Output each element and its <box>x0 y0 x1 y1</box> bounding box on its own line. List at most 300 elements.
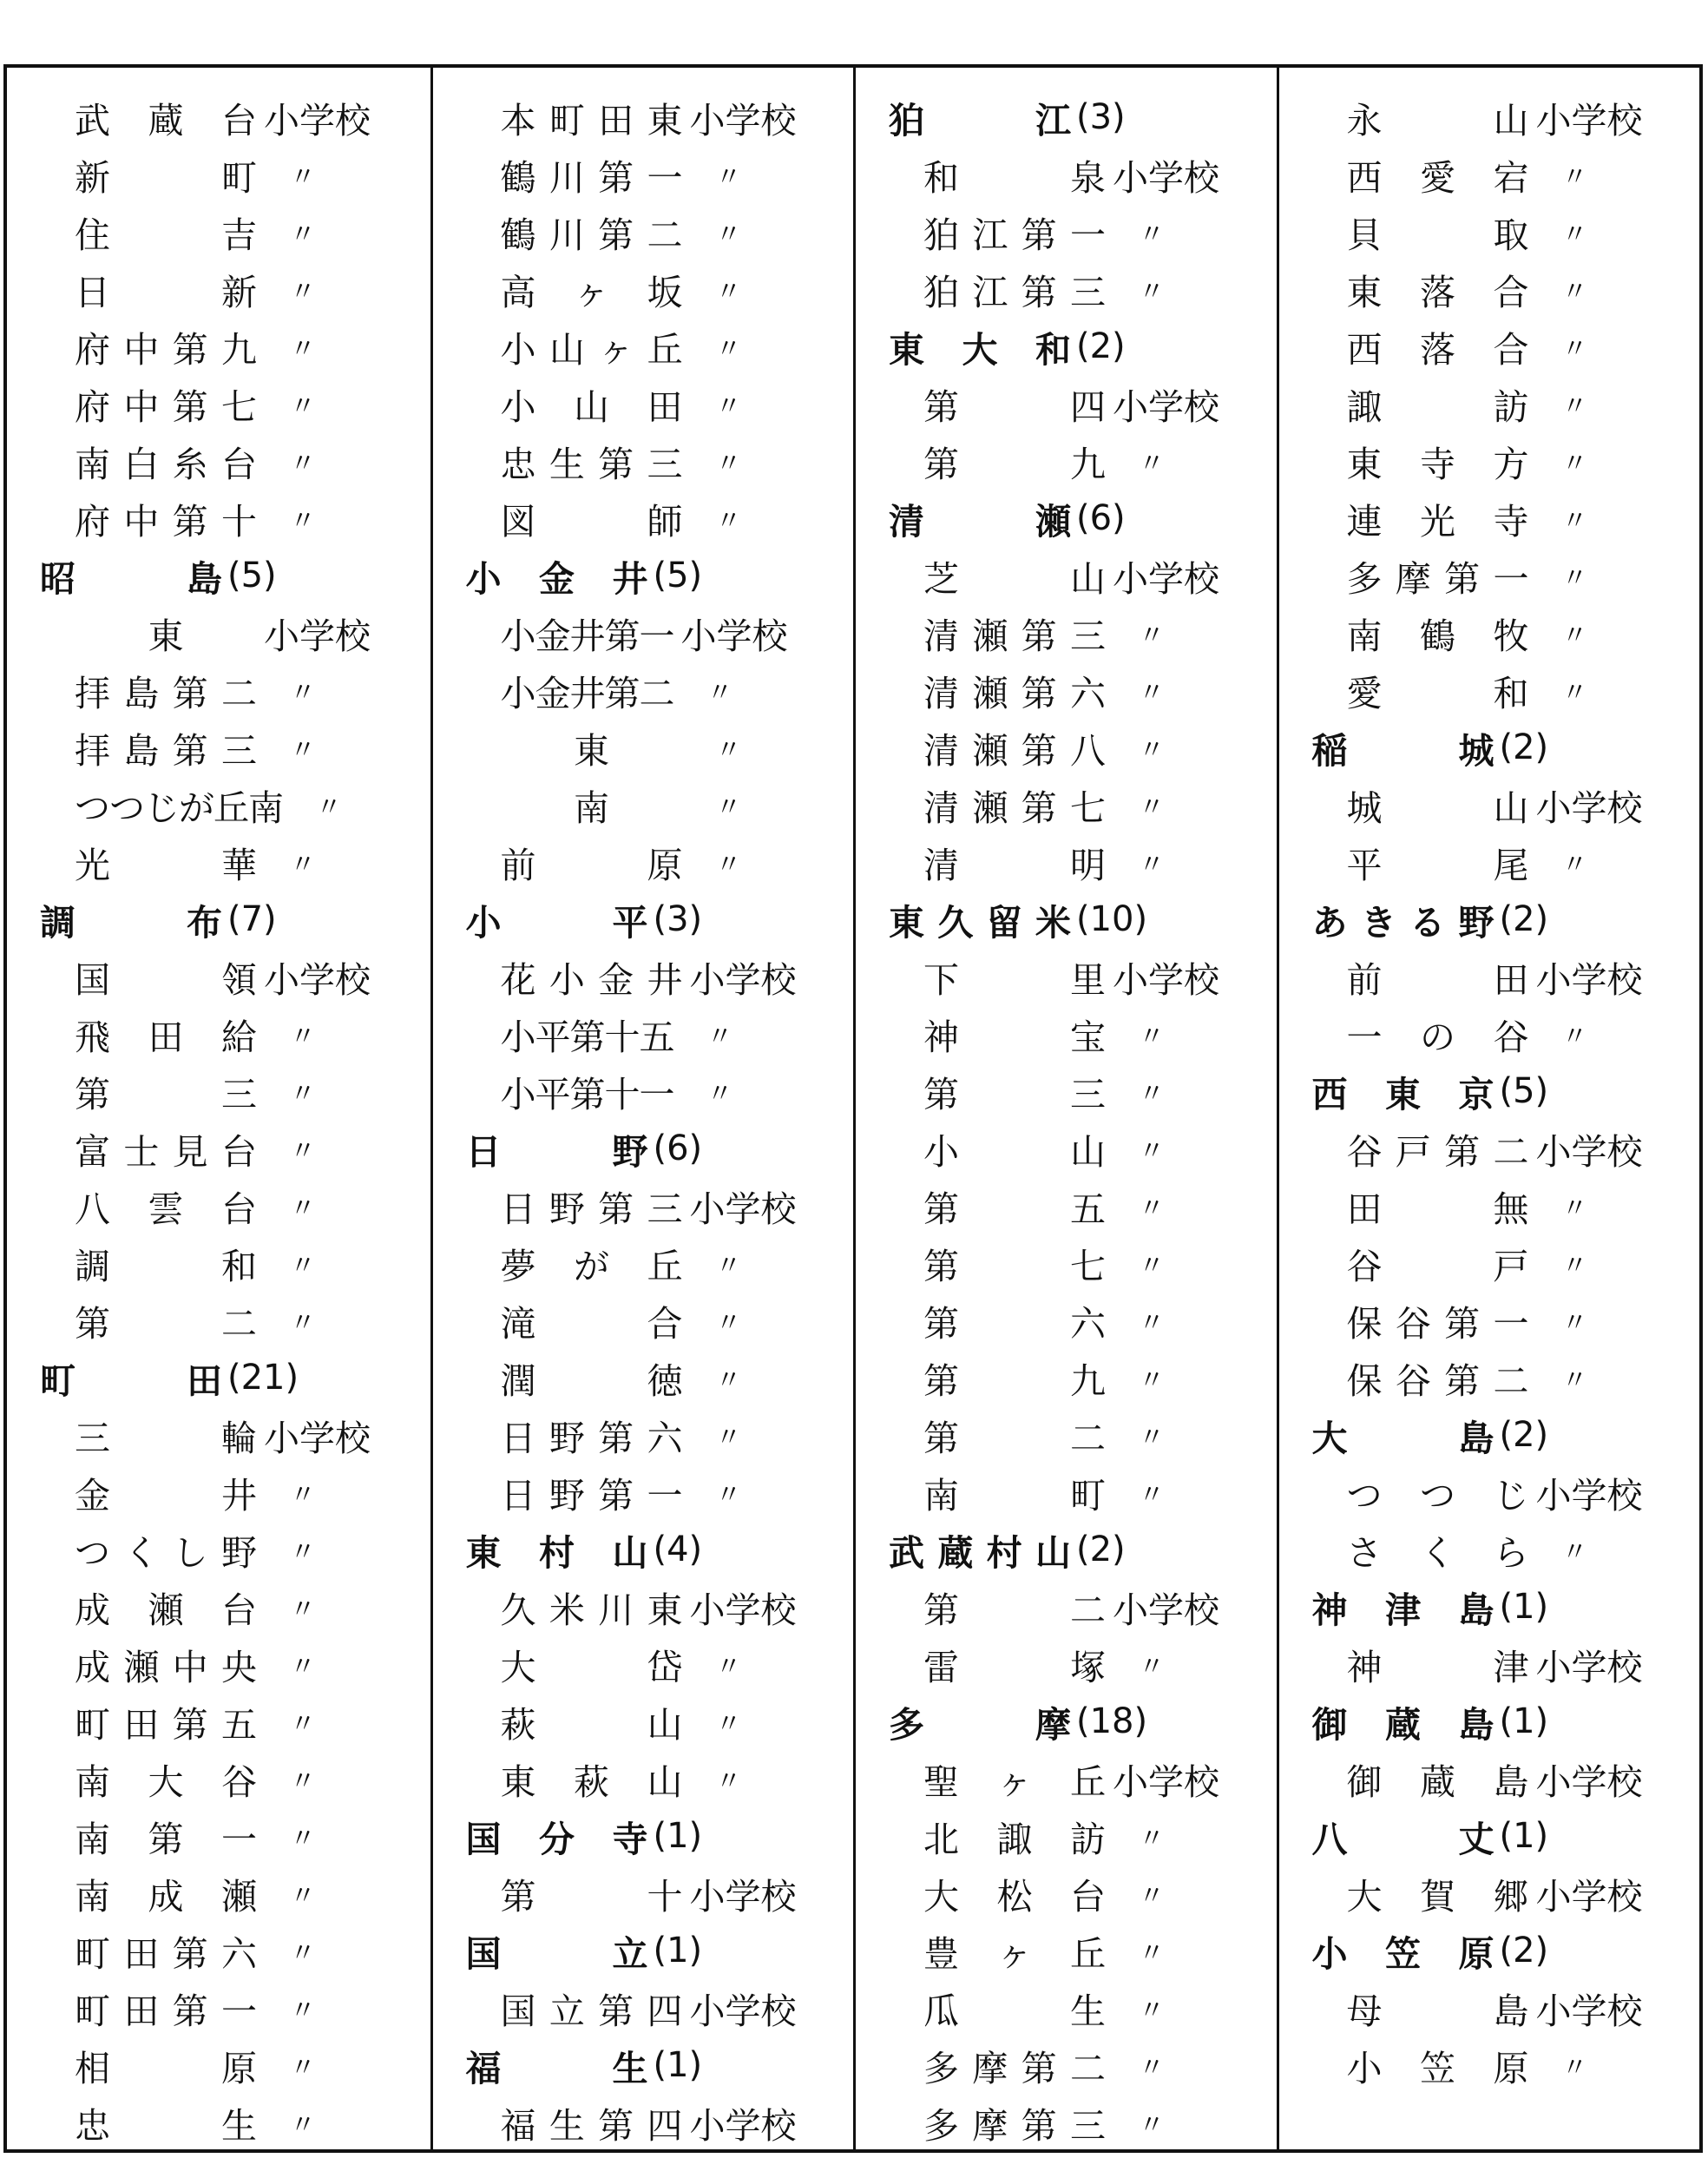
school-name: 南 鶴 牧 <box>1346 615 1529 657</box>
school-row <box>856 1865 1277 1922</box>
school-row <box>1279 89 1700 146</box>
school-suffix: 小学校 <box>689 1589 797 1631</box>
school-name: 国 立 第 四 <box>500 1990 683 2032</box>
school-row <box>433 1750 854 1807</box>
school-name: 住 吉 <box>75 214 257 256</box>
ditto-mark: 〃 <box>1139 1365 1165 1396</box>
ditto-mark: 〃 <box>715 334 742 365</box>
school-row <box>433 260 854 318</box>
school-row <box>856 1349 1277 1406</box>
ditto-mark: 〃 <box>290 1079 316 1109</box>
school-name: 夢 が 丘 <box>500 1245 683 1287</box>
municipality-name: 調 布 <box>40 901 222 944</box>
ditto-mark: 〃 <box>715 793 742 823</box>
ditto-mark: 〃 <box>715 1767 742 1797</box>
school-name: 保 谷 第 二 <box>1346 1359 1529 1402</box>
school-suffix: 小学校 <box>689 1188 797 1230</box>
municipality-header <box>1279 1406 1700 1464</box>
ditto-mark: 〃 <box>1139 449 1165 479</box>
school-name: 小平第十五 <box>500 1016 674 1058</box>
municipality-header <box>433 1922 854 1979</box>
school-row <box>856 604 1277 661</box>
school-name: 小金井第二 <box>500 672 674 714</box>
municipality-name: 昭 島 <box>40 557 222 600</box>
ditto-mark: 〃 <box>715 850 742 880</box>
school-name: 第 二 <box>75 1302 257 1345</box>
ditto-mark: 〃 <box>1561 1537 1588 1568</box>
school-row <box>1279 203 1700 260</box>
school-name: 一 の 谷 <box>1346 1016 1529 1058</box>
school-name: 芝 山 <box>923 557 1106 600</box>
ditto-mark: 〃 <box>290 1251 316 1281</box>
school-count: (2) <box>1499 1415 1549 1455</box>
school-name: 第 九 <box>923 443 1106 485</box>
school-row <box>433 719 854 776</box>
school-row <box>7 1005 430 1063</box>
school-row <box>1279 1120 1700 1177</box>
school-row <box>1279 375 1700 432</box>
ditto-mark: 〃 <box>1139 1251 1165 1281</box>
school-name: 谷 戸 第 二 <box>1346 1130 1529 1173</box>
school-row <box>1279 1349 1700 1406</box>
school-row <box>1279 490 1700 547</box>
ditto-mark: 〃 <box>316 793 342 823</box>
ditto-mark: 〃 <box>1139 678 1165 708</box>
ditto-mark: 〃 <box>1139 220 1165 250</box>
school-row <box>7 2094 430 2151</box>
ditto-mark: 〃 <box>1139 1423 1165 1453</box>
school-name: 福 生 第 四 <box>500 2104 683 2147</box>
school-suffix: 小学校 <box>1535 1130 1643 1173</box>
school-name: 保 谷 第 一 <box>1346 1302 1529 1345</box>
school-name: 南 町 <box>923 1474 1106 1517</box>
municipality-name: 小 平 <box>465 901 648 944</box>
school-name: 清 瀬 第 八 <box>923 729 1106 772</box>
school-count: (10) <box>1076 899 1148 939</box>
school-name: 東 寺 方 <box>1346 443 1529 485</box>
school-row <box>7 1750 430 1807</box>
school-name: 多 摩 第 一 <box>1346 557 1529 600</box>
school-row <box>7 1865 430 1922</box>
school-row <box>856 146 1277 203</box>
school-suffix: 小学校 <box>1535 958 1643 1001</box>
municipality-header <box>856 490 1277 547</box>
school-count: (5) <box>227 556 277 595</box>
school-name: 東 <box>574 729 609 772</box>
municipality-name: あ き る 野 <box>1311 901 1494 944</box>
school-row <box>7 719 430 776</box>
school-row <box>433 203 854 260</box>
ditto-mark: 〃 <box>1139 277 1165 307</box>
school-suffix: 小学校 <box>1535 1760 1643 1803</box>
school-count: (5) <box>653 556 703 595</box>
school-row <box>856 432 1277 490</box>
ditto-mark: 〃 <box>1139 621 1165 651</box>
school-row <box>433 89 854 146</box>
ditto-mark: 〃 <box>715 220 742 250</box>
ditto-mark: 〃 <box>290 1938 316 1969</box>
ditto-mark: 〃 <box>290 1136 316 1167</box>
municipality-header <box>856 891 1277 948</box>
school-name: 清 瀬 第 七 <box>923 786 1106 829</box>
school-name: 御 蔵 島 <box>1346 1760 1529 1803</box>
ditto-mark: 〃 <box>290 334 316 365</box>
ditto-mark: 〃 <box>1561 334 1588 365</box>
municipality-header <box>433 1807 854 1865</box>
municipality-header <box>1279 1922 1700 1979</box>
school-suffix: 小学校 <box>1113 557 1219 600</box>
school-name: 雷 塚 <box>923 1646 1106 1688</box>
school-name: 花 小 金 井 <box>500 958 683 1001</box>
municipality-name: 狛 江 <box>889 99 1071 141</box>
school-name: 前 原 <box>500 844 683 886</box>
school-row <box>856 1234 1277 1292</box>
ditto-mark: 〃 <box>715 1251 742 1281</box>
school-name: 永 山 <box>1346 99 1529 141</box>
ditto-mark: 〃 <box>1561 1022 1588 1052</box>
municipality-header <box>856 1693 1277 1750</box>
school-row <box>7 1521 430 1578</box>
school-row <box>1279 833 1700 891</box>
school-row <box>7 1063 430 1120</box>
ditto-mark: 〃 <box>715 449 742 479</box>
school-name: 西 愛 宕 <box>1346 156 1529 199</box>
school-name: 町 田 第 六 <box>75 1932 257 1975</box>
school-row <box>1279 146 1700 203</box>
school-name: 三 輪 <box>75 1417 257 1459</box>
school-suffix: 小学校 <box>689 99 797 141</box>
school-name: 八 雲 台 <box>75 1188 257 1230</box>
school-name: 武 蔵 台 <box>75 99 257 141</box>
school-row <box>433 432 854 490</box>
school-row <box>856 260 1277 318</box>
school-row <box>1279 948 1700 1005</box>
school-name: 瓜 生 <box>923 1990 1106 2032</box>
school-name: 富 士 見 台 <box>75 1130 257 1173</box>
school-count: (6) <box>1076 498 1126 538</box>
municipality-header <box>433 1120 854 1177</box>
ditto-mark: 〃 <box>290 1767 316 1797</box>
school-name: 大 岱 <box>500 1646 683 1688</box>
school-row <box>433 1063 854 1120</box>
ditto-mark: 〃 <box>706 1022 733 1052</box>
ditto-mark: 〃 <box>1561 506 1588 536</box>
school-row <box>1279 547 1700 604</box>
school-row <box>433 1635 854 1693</box>
school-row <box>7 1464 430 1521</box>
school-name: 城 山 <box>1346 786 1529 829</box>
school-name: 府 中 第 九 <box>75 328 257 371</box>
school-name: 清 明 <box>923 844 1106 886</box>
school-name: 東 <box>148 615 184 657</box>
municipality-name: 東 大 和 <box>889 328 1071 371</box>
school-name: 南 大 谷 <box>75 1760 257 1803</box>
school-row <box>7 146 430 203</box>
school-row <box>433 375 854 432</box>
school-suffix: 小学校 <box>1113 156 1219 199</box>
school-count: (7) <box>227 899 277 939</box>
school-row <box>433 1177 854 1234</box>
school-name: 鶴 川 第 一 <box>500 156 683 199</box>
municipality-name: 御 蔵 島 <box>1311 1703 1494 1746</box>
school-name: 豊 ヶ 丘 <box>923 1932 1106 1975</box>
school-name: さ く ら <box>1346 1531 1529 1574</box>
ditto-mark: 〃 <box>290 1308 316 1339</box>
school-count: (1) <box>1499 1816 1549 1856</box>
municipality-name: 町 田 <box>40 1359 222 1402</box>
school-row <box>1279 432 1700 490</box>
ditto-mark: 〃 <box>715 1652 742 1682</box>
school-name: 国 領 <box>75 958 257 1001</box>
ditto-mark: 〃 <box>715 735 742 766</box>
school-count: (2) <box>1499 1931 1549 1970</box>
school-row <box>7 833 430 891</box>
school-name: 成 瀬 台 <box>75 1589 257 1631</box>
school-name: 清 瀬 第 六 <box>923 672 1106 714</box>
ditto-mark: 〃 <box>1139 1996 1165 2026</box>
school-name: 第 九 <box>923 1359 1106 1402</box>
school-row <box>856 1120 1277 1177</box>
school-name: 和 泉 <box>923 156 1106 199</box>
school-name: 連 光 寺 <box>1346 500 1529 543</box>
school-row <box>1279 318 1700 375</box>
school-name: 谷 戸 <box>1346 1245 1529 1287</box>
school-row <box>1279 1005 1700 1063</box>
school-name: 町 田 第 一 <box>75 1990 257 2032</box>
school-row <box>433 1005 854 1063</box>
school-row <box>7 432 430 490</box>
school-row <box>1279 260 1700 318</box>
ditto-mark: 〃 <box>1561 1308 1588 1339</box>
school-row <box>433 1578 854 1635</box>
school-name: 忠 生 第 三 <box>500 443 683 485</box>
school-row <box>433 1234 854 1292</box>
school-suffix: 小学校 <box>1535 1474 1643 1517</box>
school-name: 小 山 ヶ 丘 <box>500 328 683 371</box>
ditto-mark: 〃 <box>290 1996 316 2026</box>
school-row <box>1279 776 1700 833</box>
municipality-name: 多 摩 <box>889 1703 1071 1746</box>
school-row <box>856 375 1277 432</box>
school-row <box>7 1693 430 1750</box>
ditto-mark: 〃 <box>290 1480 316 1510</box>
municipality-name: 清 瀬 <box>889 500 1071 543</box>
school-row <box>1279 1292 1700 1349</box>
school-row <box>433 604 854 661</box>
school-row <box>856 1406 1277 1464</box>
ditto-mark: 〃 <box>715 277 742 307</box>
school-row <box>7 1234 430 1292</box>
school-row <box>1279 1979 1700 2036</box>
school-row <box>7 1635 430 1693</box>
school-count: (2) <box>1076 326 1126 366</box>
municipality-name: 大 島 <box>1311 1417 1494 1459</box>
municipality-header <box>1279 1693 1700 1750</box>
school-row <box>7 604 430 661</box>
school-name: 南 白 糸 台 <box>75 443 257 485</box>
school-name: 多 摩 第 二 <box>923 2047 1106 2089</box>
school-row <box>1279 1750 1700 1807</box>
school-name: 狛 江 第 一 <box>923 214 1106 256</box>
school-name: 第 六 <box>923 1302 1106 1345</box>
ditto-mark: 〃 <box>1561 162 1588 193</box>
school-row <box>1279 1521 1700 1578</box>
school-row <box>856 1292 1277 1349</box>
school-name: 金 井 <box>75 1474 257 1517</box>
school-row <box>856 203 1277 260</box>
ditto-mark: 〃 <box>706 1079 733 1109</box>
school-row <box>7 661 430 719</box>
school-name: 平 尾 <box>1346 844 1529 886</box>
school-name: 忠 生 <box>75 2104 257 2147</box>
municipality-header <box>1279 1063 1700 1120</box>
school-name: 久 米 川 東 <box>500 1589 683 1631</box>
ditto-mark: 〃 <box>290 1652 316 1682</box>
school-row <box>856 1979 1277 2036</box>
school-name: 府 中 第 十 <box>75 500 257 543</box>
school-row <box>1279 1635 1700 1693</box>
school-suffix: 小学校 <box>689 958 797 1001</box>
school-row <box>7 375 430 432</box>
school-name: 下 里 <box>923 958 1106 1001</box>
ditto-mark: 〃 <box>1139 1022 1165 1052</box>
school-row <box>856 1464 1277 1521</box>
school-name: 拝 島 第 三 <box>75 729 257 772</box>
school-row <box>856 948 1277 1005</box>
ditto-mark: 〃 <box>290 162 316 193</box>
school-name: 多 摩 第 三 <box>923 2104 1106 2147</box>
school-row <box>7 1406 430 1464</box>
school-name: 貝 取 <box>1346 214 1529 256</box>
school-name: 小 笠 原 <box>1346 2047 1529 2089</box>
column-1 <box>7 68 430 2149</box>
school-name: 第 七 <box>923 1245 1106 1287</box>
ditto-mark: 〃 <box>706 678 733 708</box>
municipality-header <box>7 891 430 948</box>
ditto-mark: 〃 <box>1561 1365 1588 1396</box>
school-suffix: 小学校 <box>1113 1589 1219 1631</box>
municipality-name: 稲 城 <box>1311 729 1494 772</box>
school-name: 南 第 一 <box>75 1818 257 1860</box>
school-name: 小 山 田 <box>500 385 683 428</box>
school-name: 鶴 川 第 二 <box>500 214 683 256</box>
school-suffix: 小学校 <box>689 2104 797 2147</box>
school-row <box>856 1807 1277 1865</box>
municipality-name: 神 津 島 <box>1311 1589 1494 1631</box>
school-row <box>433 776 854 833</box>
ditto-mark: 〃 <box>1561 1194 1588 1224</box>
school-name: つ く し 野 <box>75 1531 257 1574</box>
school-row <box>433 318 854 375</box>
school-suffix: 小学校 <box>1113 958 1219 1001</box>
school-name: 日 野 第 三 <box>500 1188 683 1230</box>
school-name: 小金井第一 <box>500 615 674 657</box>
school-count: (1) <box>653 1816 703 1856</box>
school-row <box>1279 604 1700 661</box>
school-name: 高 ヶ 坂 <box>500 271 683 313</box>
ditto-mark: 〃 <box>1139 1079 1165 1109</box>
school-name: 清 瀬 第 三 <box>923 615 1106 657</box>
ditto-mark: 〃 <box>290 1881 316 1911</box>
municipality-name: 小 笠 原 <box>1311 1932 1494 1975</box>
school-name: 狛 江 第 三 <box>923 271 1106 313</box>
school-row <box>856 2094 1277 2151</box>
school-count: (4) <box>653 1530 703 1569</box>
school-name: 第 三 <box>75 1073 257 1115</box>
ditto-mark: 〃 <box>290 2110 316 2141</box>
school-row <box>7 776 430 833</box>
school-row <box>433 948 854 1005</box>
school-name: 光 華 <box>75 844 257 886</box>
school-row <box>433 2094 854 2151</box>
school-row <box>1279 1865 1700 1922</box>
school-name: 田 無 <box>1346 1188 1529 1230</box>
school-name: 拝 島 第 二 <box>75 672 257 714</box>
ditto-mark: 〃 <box>1561 391 1588 422</box>
ditto-mark: 〃 <box>1139 2110 1165 2141</box>
ditto-mark: 〃 <box>1139 1652 1165 1682</box>
ditto-mark: 〃 <box>290 1824 316 1854</box>
ditto-mark: 〃 <box>715 162 742 193</box>
school-name: 新 町 <box>75 156 257 199</box>
ditto-mark: 〃 <box>1561 678 1588 708</box>
school-row <box>856 833 1277 891</box>
school-row <box>1279 1464 1700 1521</box>
school-suffix: 小学校 <box>264 1417 371 1459</box>
school-name: 第 二 <box>923 1417 1106 1459</box>
school-name: 大 松 台 <box>923 1875 1106 1918</box>
ditto-mark: 〃 <box>1139 1824 1165 1854</box>
school-row <box>7 89 430 146</box>
school-suffix: 小学校 <box>1113 1760 1219 1803</box>
school-name: 調 和 <box>75 1245 257 1287</box>
school-suffix: 小学校 <box>689 1990 797 2032</box>
school-row <box>856 719 1277 776</box>
school-name: 小 山 <box>923 1130 1106 1173</box>
school-name: 第 三 <box>923 1073 1106 1115</box>
ditto-mark: 〃 <box>290 506 316 536</box>
school-count: (21) <box>227 1358 299 1398</box>
ditto-mark: 〃 <box>715 1308 742 1339</box>
ditto-mark: 〃 <box>290 678 316 708</box>
ditto-mark: 〃 <box>290 1194 316 1224</box>
municipality-name: 武 蔵 村 山 <box>889 1531 1071 1574</box>
school-row <box>7 1979 430 2036</box>
school-row <box>7 948 430 1005</box>
school-row <box>856 1922 1277 1979</box>
ditto-mark: 〃 <box>715 1480 742 1510</box>
school-name: 神 津 <box>1346 1646 1529 1688</box>
school-row <box>856 1005 1277 1063</box>
municipality-name: 国 分 寺 <box>465 1818 648 1860</box>
ditto-mark: 〃 <box>715 1365 742 1396</box>
school-row <box>433 490 854 547</box>
ditto-mark: 〃 <box>715 506 742 536</box>
school-row <box>856 776 1277 833</box>
school-row <box>7 1922 430 1979</box>
ditto-mark: 〃 <box>715 1423 742 1453</box>
school-count: (2) <box>1076 1530 1126 1569</box>
school-suffix: 小学校 <box>1535 1990 1643 2032</box>
ditto-mark: 〃 <box>1561 563 1588 594</box>
school-row <box>7 1578 430 1635</box>
ditto-mark: 〃 <box>1139 1194 1165 1224</box>
school-list-table <box>3 64 1703 2153</box>
school-row <box>433 146 854 203</box>
municipality-header <box>7 547 430 604</box>
municipality-name: 小 金 井 <box>465 557 648 600</box>
school-name: 北 諏 訪 <box>923 1818 1106 1860</box>
